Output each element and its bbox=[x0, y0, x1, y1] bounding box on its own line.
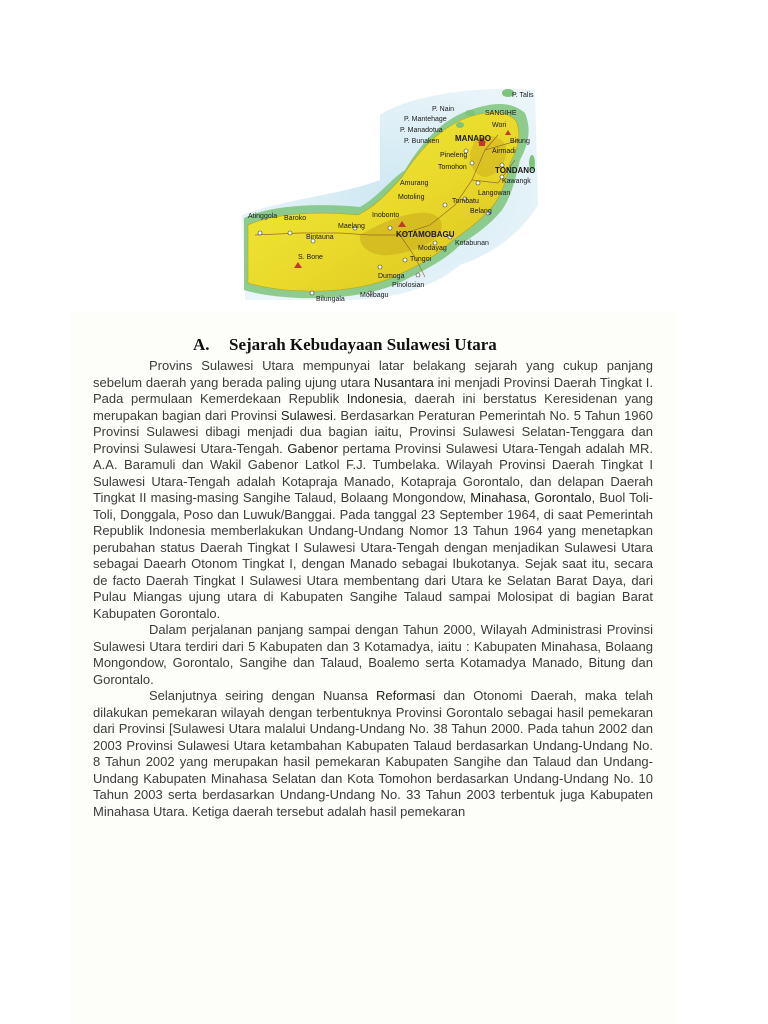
map-label-airmadidi: Airmadi bbox=[492, 148, 516, 155]
link-gorontalo[interactable]: Gorontalo bbox=[534, 490, 592, 505]
paragraph-text: Provins Sulawesi Utara mempunyai latar belakang sejarah yang cukup panjang sebelum daerah yang berada paling ujung utara bbox=[93, 358, 653, 390]
north-sulawesi-map bbox=[240, 85, 540, 305]
map-label-atinggola: Atinggola bbox=[248, 213, 278, 220]
section-letter: A. bbox=[193, 335, 210, 354]
map-label-p-talise: P. Talis bbox=[512, 92, 534, 99]
link-indonesia[interactable]: Indonesia bbox=[346, 391, 404, 406]
map-label-bintauna: Bintauna bbox=[306, 234, 334, 241]
map-label-p-manadotua: P. Manadotua bbox=[400, 127, 443, 134]
map-label-motoling: Motoling bbox=[398, 194, 425, 201]
paragraph-3 bbox=[93, 688, 653, 820]
map-label-wori: Wori bbox=[492, 122, 507, 129]
map-label-tomohon: Tomohon bbox=[438, 164, 467, 171]
map-label-amurang: Amurang bbox=[400, 180, 429, 187]
link-gabenor[interactable]: Gabenor bbox=[287, 440, 338, 456]
map-label-tondano: TONDANO bbox=[495, 166, 536, 175]
map-label-tombatu: Tombatu bbox=[452, 198, 479, 205]
paragraph-1 bbox=[93, 358, 653, 622]
map-label-sangihe: SANGIHE bbox=[485, 110, 517, 117]
map-label-s-bone: S. Bone bbox=[298, 254, 323, 261]
link-minahasa[interactable]: Minahasa bbox=[470, 490, 527, 505]
map-label-inobonto: Inobonto bbox=[372, 212, 400, 219]
map-label-tungoi: Tungoi bbox=[410, 256, 432, 263]
map-label-p-bunaken: P. Bunaken bbox=[404, 138, 440, 145]
paragraph-text: pertama Provinsi Sulawesi Utara-Tengah adalah MR. A.A. Baramuli dan Wakil Gabenor Latkol F.J. Tumbelaka. Wilayah Provinsi Daerah Tingkat I Sulawesi Utara-Tengah adalah Kotapraja Manado, Kotapraja Gorontalo, dan delapan Daerah Tingkat II masing-masing Sangihe Talaud, Bolaang Mongondow, bbox=[93, 440, 653, 505]
paragraph-text: , Buol Toli-Toli, Donggala, Poso dan Luwuk/Banggai. Pada tanggal 23 September 1964, di saat Pemerintah Republik Indonesia memberlakukan Undang-Undang Nomor 13 Tahun 1964 yang menetapkan perubahan status Daerah Tingkat I Sulawesi Utara-Tengah dengan menjadikan Sulawesi Utara sebagai Daearh Otonom Tingkat I, dengan Manado sebagai Ibukotanya. Sejak saat itu, secara de facto Daerah Tingkat I Sulawesi Utara membentang dari Utara ke Selatan Barat Daya, dari Pulau Miangas ujung utara di Kabupaten Sangihe Talaud sampai Molosipat di bagian Barat Kabupaten Gorontalo. bbox=[93, 490, 653, 621]
map-label-manado: MANADO bbox=[455, 134, 491, 143]
section-title: Sejarah Kebudayaan Sulawesi Utara bbox=[229, 335, 497, 354]
map-label-langowan: Langowan bbox=[478, 190, 511, 197]
paragraph-text: . Berdasarkan Peraturan Pemerintah No. 5 Tahun 1960 Provinsi Sulawesi dibagi menjadi dua bagian iaitu, Provinsi Sulawesi Selatan-Tenggara dan Provinsi Sulawesi Utara-Tengah. bbox=[93, 407, 653, 456]
map-label-bitung: Bitung bbox=[510, 138, 530, 145]
link-nusantara[interactable]: Nusantara bbox=[373, 374, 434, 390]
map-label-belang: Belang bbox=[470, 208, 492, 215]
paragraph-text: ini menjadi Provinsi Daerah Tingkat I. Pada permulaan Kemerdekaan Republik bbox=[93, 374, 654, 406]
map-label-p-mantehage: P. Mantehage bbox=[404, 116, 447, 123]
map-label-pineleng: Pineleng bbox=[440, 152, 468, 159]
map-label-modayag: Modayag bbox=[418, 245, 447, 252]
document-page bbox=[70, 312, 676, 1024]
map-label-dumoga: Dumoga bbox=[378, 273, 405, 280]
map-label-maelang: Maelang bbox=[338, 223, 365, 230]
map-label-pinolosian: Pinolosian bbox=[392, 282, 425, 289]
paragraph-2: Dalam perjalanan panjang sampai dengan Tahun 2000, Wilayah Administrasi Provinsi Sulawesi Utara terdiri dari 5 Kabupaten dan 3 Kotamadya, iaitu : Kabupaten Minahasa, Bolaang Mongondow, Gorontalo, Sangihe dan Talaud, Boalemo serta Kotamadya Manado, Bitung dan Gorontalo. bbox=[93, 622, 653, 687]
map-label-bilungala: Bilungala bbox=[316, 296, 345, 303]
map-label-baroko: Baroko bbox=[284, 215, 307, 222]
link-sulawesi[interactable]: Sulawesi bbox=[280, 407, 333, 423]
link-reformasi[interactable]: Reformasi bbox=[376, 688, 436, 703]
paragraph-text: , bbox=[526, 490, 535, 505]
paragraph-text: , daerah ini berstatus Keresidenan yang merupakan bagian dari Provinsi bbox=[93, 391, 653, 423]
map-label-p-nain: P. Nain bbox=[432, 106, 455, 113]
map-label-kotabunan: Kotabunan bbox=[455, 240, 489, 247]
section-heading bbox=[93, 334, 653, 356]
map-island-mantehage bbox=[465, 110, 475, 116]
map-label-molibagu: Molibagu bbox=[360, 292, 389, 299]
map-island-bunaken bbox=[456, 122, 464, 128]
paragraph-text: Selanjutnya seiring dengan Nuansa bbox=[149, 688, 376, 703]
map-label-kawangkoan: Kawangk bbox=[502, 178, 531, 185]
map-label-kotamobagu: KOTAMOBAGU bbox=[396, 230, 455, 239]
paragraph-text: dan Otonomi Daerah, maka telah dilakukan pemekaran wilayah dengan terbentuknya Provinsi Gorontalo sebagai hasil pemekaran dari Provinsi [Sulawesi Utara malalui Undang-Undang No. 38 Tahun 2000. Pada tahun 2002 dan 2003 Provinsi Sulawesi Utara ketambahan Kabupaten Talaud berdasarkan Undang-Undang No. 8 Tahun 2002 yang merupakan hasil pemekaran Kabupaten Sangihe dan Talaud dan Undang-Undang Kabupaten Minahasa Selatan dan Kota Tomohon berdasarkan Undang-Undang No. 10 Tahun 2003 serta berdasarkan Undang-Undang No. 33 Tahun 2003 terbentuk juga Kabupaten Minahasa Utara. Ketiga daerah tersebut adalah hasil pemekaran bbox=[93, 688, 654, 819]
